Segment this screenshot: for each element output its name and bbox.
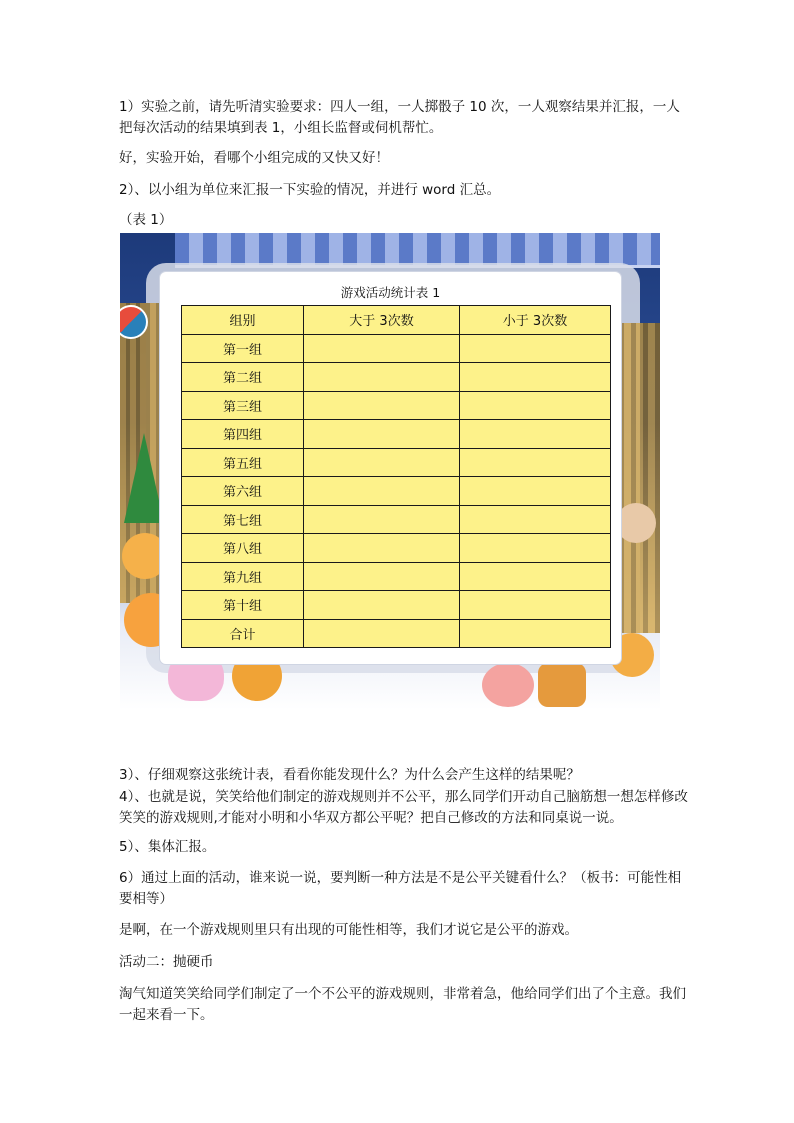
- count-cell: [304, 391, 460, 420]
- table-row: [182, 562, 611, 591]
- christmas-tree-icon: [124, 433, 164, 523]
- table-row: [182, 448, 611, 477]
- count-cell: [304, 420, 460, 449]
- count-cell: [304, 334, 460, 363]
- group-name-cell: 第三组: [182, 391, 304, 420]
- count-cell: [304, 505, 460, 534]
- question-paragraph-4: 4）、也就是说，笑笑给他们制定的游戏规则并不公平，那么同学们开动自己脑筋想一想怎样修改笑笑的游戏规则,才能对小明和小华双方都公平呢？把自己修改的方法和同桌说一说。: [119, 789, 688, 826]
- group-name-cell: 第九组: [182, 562, 304, 591]
- count-cell: [304, 591, 460, 620]
- count-cell: [460, 391, 611, 420]
- group-name-cell: 第五组: [182, 448, 304, 477]
- table-row: [182, 391, 611, 420]
- count-cell: [304, 477, 460, 506]
- table-row: [182, 477, 611, 506]
- question-paragraph-5: 5）、集体汇报。: [119, 839, 216, 855]
- group-name-cell: 第四组: [182, 420, 304, 449]
- count-cell: [304, 562, 460, 591]
- count-cell: [460, 505, 611, 534]
- group-name-cell: 合计: [182, 619, 304, 648]
- table-row: [182, 363, 611, 392]
- count-cell: [304, 619, 460, 648]
- table-row: [182, 591, 611, 620]
- table-header-row: [182, 306, 611, 335]
- instruction-paragraph-2: 好，实验开始，看哪个小组完成的又快又好！: [119, 150, 389, 166]
- activity-two-heading: 活动二：抛硬币: [119, 954, 214, 970]
- table-row: [182, 505, 611, 534]
- stats-table-panel: [160, 272, 621, 664]
- count-cell: [460, 562, 611, 591]
- group-name-cell: 第二组: [182, 363, 304, 392]
- conclusion-paragraph: 是啊，在一个游戏规则里只有出现的可能性相等，我们才说它是公平的游戏。: [119, 922, 578, 938]
- cartoon-toy-figure: [538, 663, 586, 707]
- instruction-paragraph-1: 1）实验之前，请先听清实验要求：四人一组，一人掷骰子 10 次，一人观察结果并汇报，一人把每次活动的结果填到表 1，小组长监督或伺机帮忙。: [119, 99, 680, 136]
- cartoon-child-figure: [616, 503, 656, 543]
- table-row: [182, 534, 611, 563]
- count-cell: [460, 477, 611, 506]
- table-row: [182, 334, 611, 363]
- count-cell: [304, 448, 460, 477]
- table-header-cell: 小于 3次数: [460, 306, 611, 335]
- count-cell: [460, 534, 611, 563]
- count-cell: [460, 420, 611, 449]
- count-cell: [304, 363, 460, 392]
- table-row: [182, 619, 611, 648]
- stats-table: [181, 305, 611, 648]
- instruction-paragraph-3: 2）、以小组为单位来汇报一下实验的情况，并进行 word 汇总。: [119, 182, 501, 198]
- count-cell: [460, 591, 611, 620]
- table-caption: （表 1）: [119, 212, 173, 228]
- table-row: [182, 420, 611, 449]
- group-name-cell: 第七组: [182, 505, 304, 534]
- group-name-cell: 第八组: [182, 534, 304, 563]
- count-cell: [460, 448, 611, 477]
- count-cell: [460, 363, 611, 392]
- question-paragraph-6: 6）通过上面的活动，谁来说一说，要判断一种方法是不是公平关键看什么？（板书：可能性相要相等）: [119, 870, 682, 907]
- group-name-cell: 第十组: [182, 591, 304, 620]
- group-name-cell: 第六组: [182, 477, 304, 506]
- stats-table-title: 游戏活动统计表 1: [340, 285, 441, 300]
- table-header-cell: 组别: [182, 306, 304, 335]
- group-name-cell: 第一组: [182, 334, 304, 363]
- count-cell: [304, 534, 460, 563]
- table-header-cell: 大于 3次数: [304, 306, 460, 335]
- count-cell: [460, 334, 611, 363]
- activity-two-intro: 淘气知道笑笑给同学们制定了一个不公平的游戏规则，非常着急，他给同学们出了个主意。我们一起来看一下。: [119, 986, 686, 1023]
- count-cell: [460, 619, 611, 648]
- cartoon-egg-figure: [482, 663, 534, 707]
- question-paragraph-3: 3）、仔细观察这张统计表，看看你能发现什么？为什么会产生这样的结果呢？: [119, 767, 580, 783]
